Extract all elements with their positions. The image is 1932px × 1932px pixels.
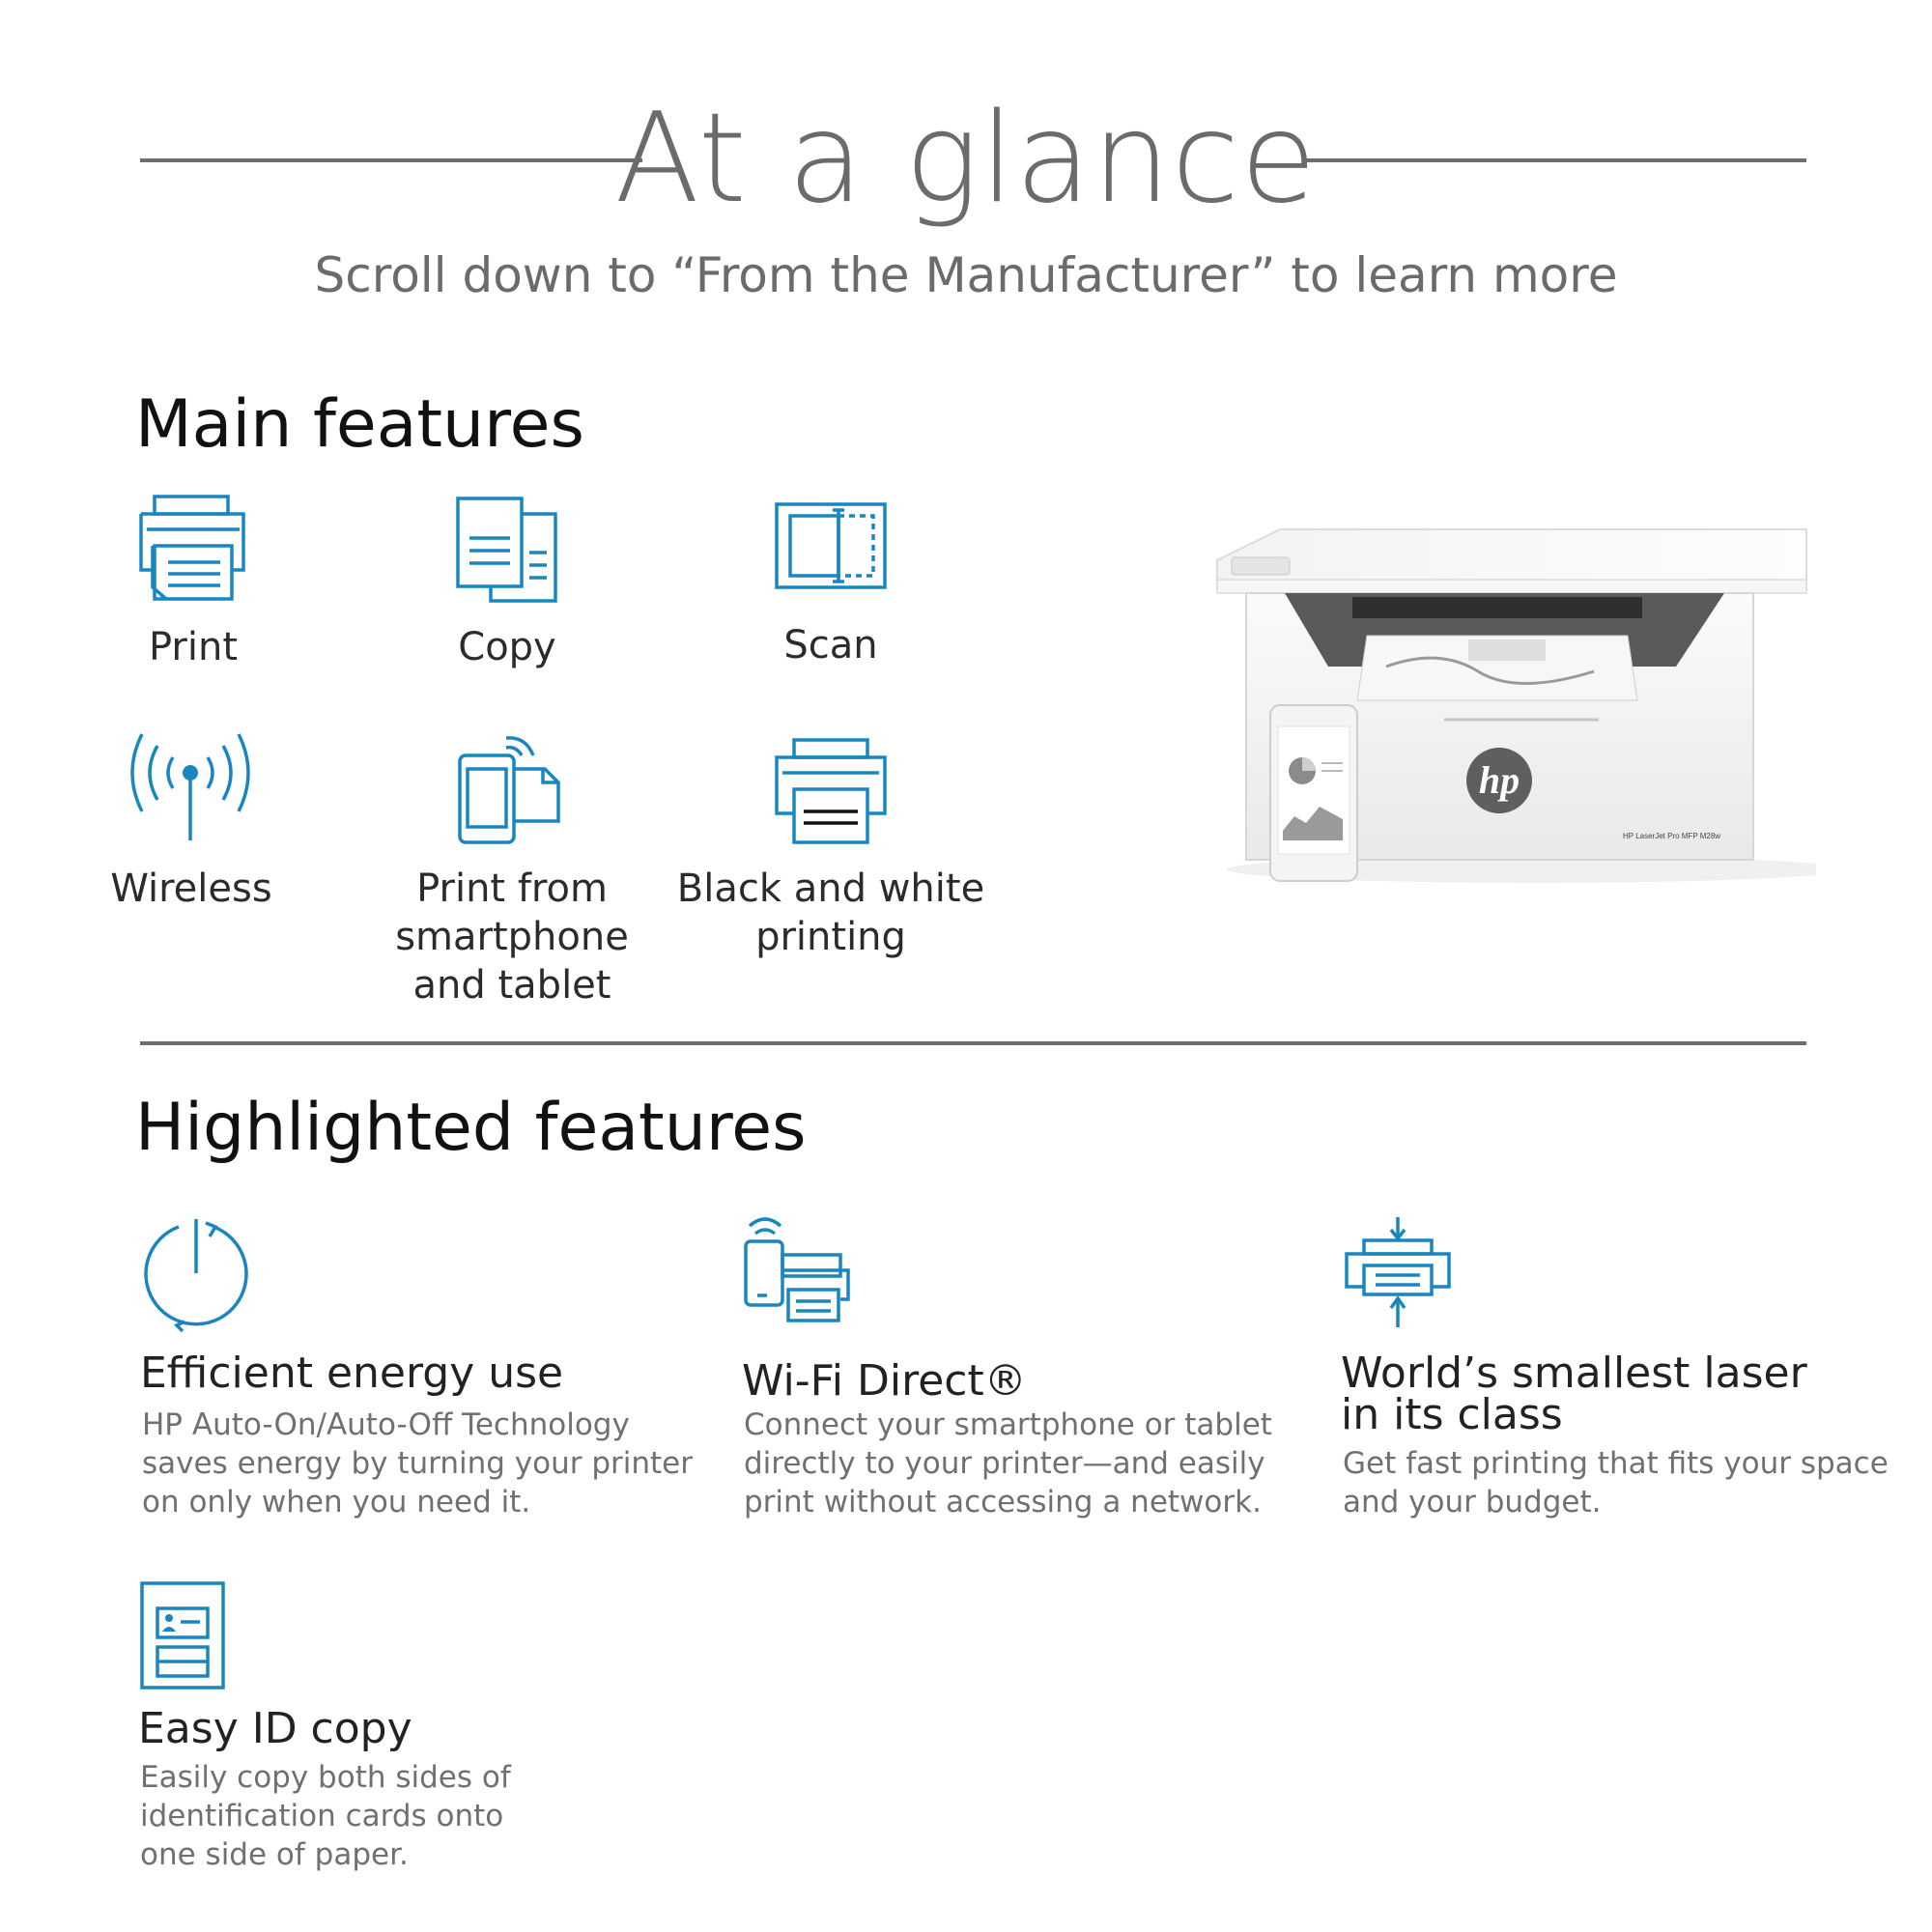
- hl-desc-id-line2: identification cards onto: [140, 1799, 504, 1833]
- svg-text:HP LaserJet Pro MFP M28w: HP LaserJet Pro MFP M28w: [1623, 832, 1721, 840]
- compact-printer-icon: [1343, 1215, 1454, 1329]
- svg-text:hp: hp: [1478, 758, 1520, 802]
- hl-title-id-copy: Easy ID copy: [138, 1704, 412, 1753]
- feature-label-bw-line2: printing: [755, 915, 906, 959]
- feature-label-smartphone-line2: smartphone: [395, 915, 629, 959]
- feature-label-print: Print: [148, 625, 238, 669]
- feature-label-smartphone-line3: and tablet: [412, 963, 611, 1008]
- scan-icon: [773, 500, 889, 592]
- printer-icon: [135, 493, 251, 604]
- power-cycle-icon: [138, 1215, 254, 1333]
- hl-title-smallest-line1: World’s smallest laser: [1341, 1349, 1807, 1398]
- hl-desc-energy-line1: HP Auto-On/Auto-Off Technology: [142, 1407, 630, 1442]
- feature-label-bw-line1: Black and white: [676, 867, 985, 911]
- copy-icon: [454, 495, 560, 606]
- hl-desc-energy-line2: saves energy by turning your printer: [142, 1446, 693, 1481]
- hl-title-wifi-direct: Wi-Fi Direct®: [742, 1356, 1027, 1406]
- main-features-heading: Main features: [135, 386, 584, 463]
- hl-desc-wifi-line3: print without accessing a network.: [744, 1485, 1262, 1520]
- section-divider: [140, 1041, 1806, 1045]
- smartphone-print-icon: [456, 734, 562, 845]
- hl-desc-wifi-line1: Connect your smartphone or tablet: [744, 1407, 1272, 1442]
- feature-label-smartphone-line1: Print from: [416, 867, 608, 911]
- wifi-direct-icon: [742, 1212, 853, 1323]
- product-printer-image: [1188, 512, 1816, 898]
- hl-desc-wifi-line2: directly to your printer—and easily: [744, 1446, 1265, 1481]
- hl-desc-smallest-line1: Get fast printing that fits your space: [1343, 1446, 1889, 1481]
- page-subtitle: Scroll down to “From the Manufacturer” to learn more: [314, 247, 1618, 303]
- bw-printer-icon: [773, 736, 889, 847]
- highlighted-features-heading: Highlighted features: [135, 1090, 807, 1166]
- page-title: At a glance: [614, 87, 1318, 231]
- feature-label-wireless: Wireless: [110, 867, 272, 911]
- id-card-icon: [138, 1579, 227, 1690]
- hl-title-energy: Efficient energy use: [140, 1349, 564, 1398]
- hl-desc-id-line3: one side of paper.: [140, 1837, 409, 1872]
- hl-desc-id-line1: Easily copy both sides of: [140, 1760, 511, 1795]
- hl-desc-energy-line3: on only when you need it.: [142, 1485, 531, 1520]
- wireless-icon: [130, 732, 251, 843]
- hl-desc-smallest-line2: and your budget.: [1343, 1485, 1602, 1520]
- hl-title-smallest-line2: in its class: [1341, 1390, 1563, 1439]
- feature-label-copy: Copy: [458, 625, 556, 669]
- feature-label-scan: Scan: [783, 623, 878, 668]
